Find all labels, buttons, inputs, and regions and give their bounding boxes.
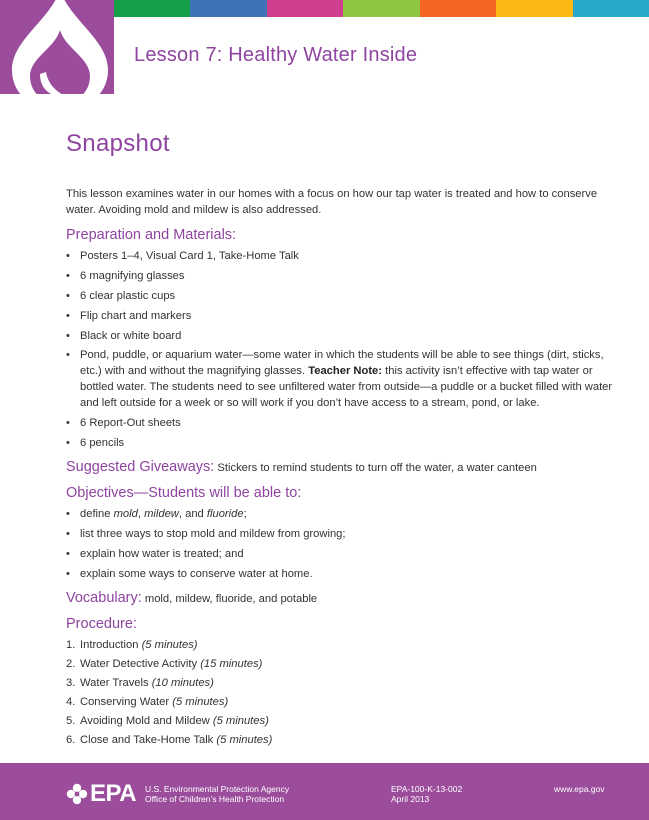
vocabulary-text: mold, mildew, fluoride, and potable: [141, 592, 318, 605]
objectives-heading: Objectives—Students will be able to:: [66, 485, 302, 502]
list-item: 5. Avoiding Mold and Mildew (5 minutes): [66, 715, 269, 728]
list-item: • Black or white board: [66, 329, 182, 342]
epa-flower-icon: [66, 783, 88, 805]
main-content: [66, 128, 626, 754]
intro-paragraph: This lesson examines water in our homes with a focus on how our tap water is treated and how to conserve water. Avoiding mold and mildew is also addressed.: [66, 188, 598, 216]
teacher-note-text: this activity isn’t effective with tap water or bottled water. The students need to see unfiltered water from outside—a puddle or a bucket filled with water and left outside for a week or so will work if you don’t have access to a stream, pond, or lake.: [80, 365, 613, 410]
lesson-title: Lesson 7: Healthy Water Inside: [134, 44, 418, 66]
objectives-list: [66, 506, 626, 582]
list-item: • define mold, mildew, and fluoride;: [66, 508, 247, 521]
list-item: • Posters 1–4, Visual Card 1, Take-Home Talk: [66, 250, 299, 262]
list-item: 4. Conserving Water (5 minutes): [66, 696, 229, 709]
list-item: • explain how water is treated; and: [66, 548, 244, 561]
list-item: • 6 clear plastic cups: [66, 289, 176, 302]
list-item: • explain some ways to conserve water at home.: [66, 567, 313, 580]
color-bar-segment: [573, 0, 649, 17]
list-item: • Pond, puddle, or aquarium water—some water in which the students will be able to see things (dirt, sticks, etc.) with and without the magnifying glasses. Teacher Note: this activity isn’t effective with tap water or bottled water. The students need to see unfiltered water from outside—a puddle or a bucket filled with water and left outside for a week or so will work if you don’t have access to a stream, pond, or lake.: [66, 349, 613, 410]
list-item: 3. Water Travels (10 minutes): [66, 677, 214, 690]
list-item: • 6 Report-Out sheets: [66, 417, 181, 430]
list-item: 2. Water Detective Activity (15 minutes): [66, 658, 263, 670]
giveaways-row: [66, 457, 626, 478]
list-item: 6. Close and Take-Home Talk (5 minutes): [66, 734, 273, 747]
teacher-note-label: Teacher Note:: [308, 365, 383, 378]
snapshot-heading: Snapshot: [66, 130, 170, 157]
list-item: 1. Introduction (5 minutes): [66, 638, 198, 651]
giveaways-heading: Suggested Giveaways:: [66, 459, 215, 476]
epa-logo-text: EPA: [90, 780, 137, 807]
footer-band: [0, 763, 649, 820]
color-bar-segment: [343, 0, 420, 17]
procedure-heading: Procedure:: [66, 615, 137, 632]
list-item: • 6 magnifying glasses: [66, 269, 185, 282]
materials-list: [66, 248, 626, 451]
list-item: • list three ways to stop mold and mildew from growing;: [66, 528, 346, 541]
color-bar-segment: [496, 0, 573, 17]
color-bar-segment: [420, 0, 497, 17]
list-item: • 6 pencils: [66, 437, 125, 450]
water-drop-logo: [0, 0, 114, 94]
agency-name: U.S. Environmental Protection Agency Office of Children’s Health Protection: [145, 784, 290, 804]
procedure-list: [66, 637, 626, 748]
color-bar-segment: [114, 0, 191, 17]
vocabulary-heading: Vocabulary:: [66, 589, 142, 606]
color-bar-segment: [190, 0, 267, 17]
color-bar-segment: [267, 0, 344, 17]
document-id: EPA-100-K-13-002 April 2013: [391, 784, 463, 804]
vocabulary-row: [66, 588, 626, 609]
materials-heading: Preparation and Materials:: [66, 227, 237, 243]
giveaways-text: Stickers to remind students to turn off the water, a water canteen: [214, 462, 537, 475]
website-link[interactable]: www.epa.gov: [554, 784, 605, 794]
epa-logo[interactable]: [66, 782, 136, 806]
list-item: • Flip chart and markers: [66, 309, 192, 322]
